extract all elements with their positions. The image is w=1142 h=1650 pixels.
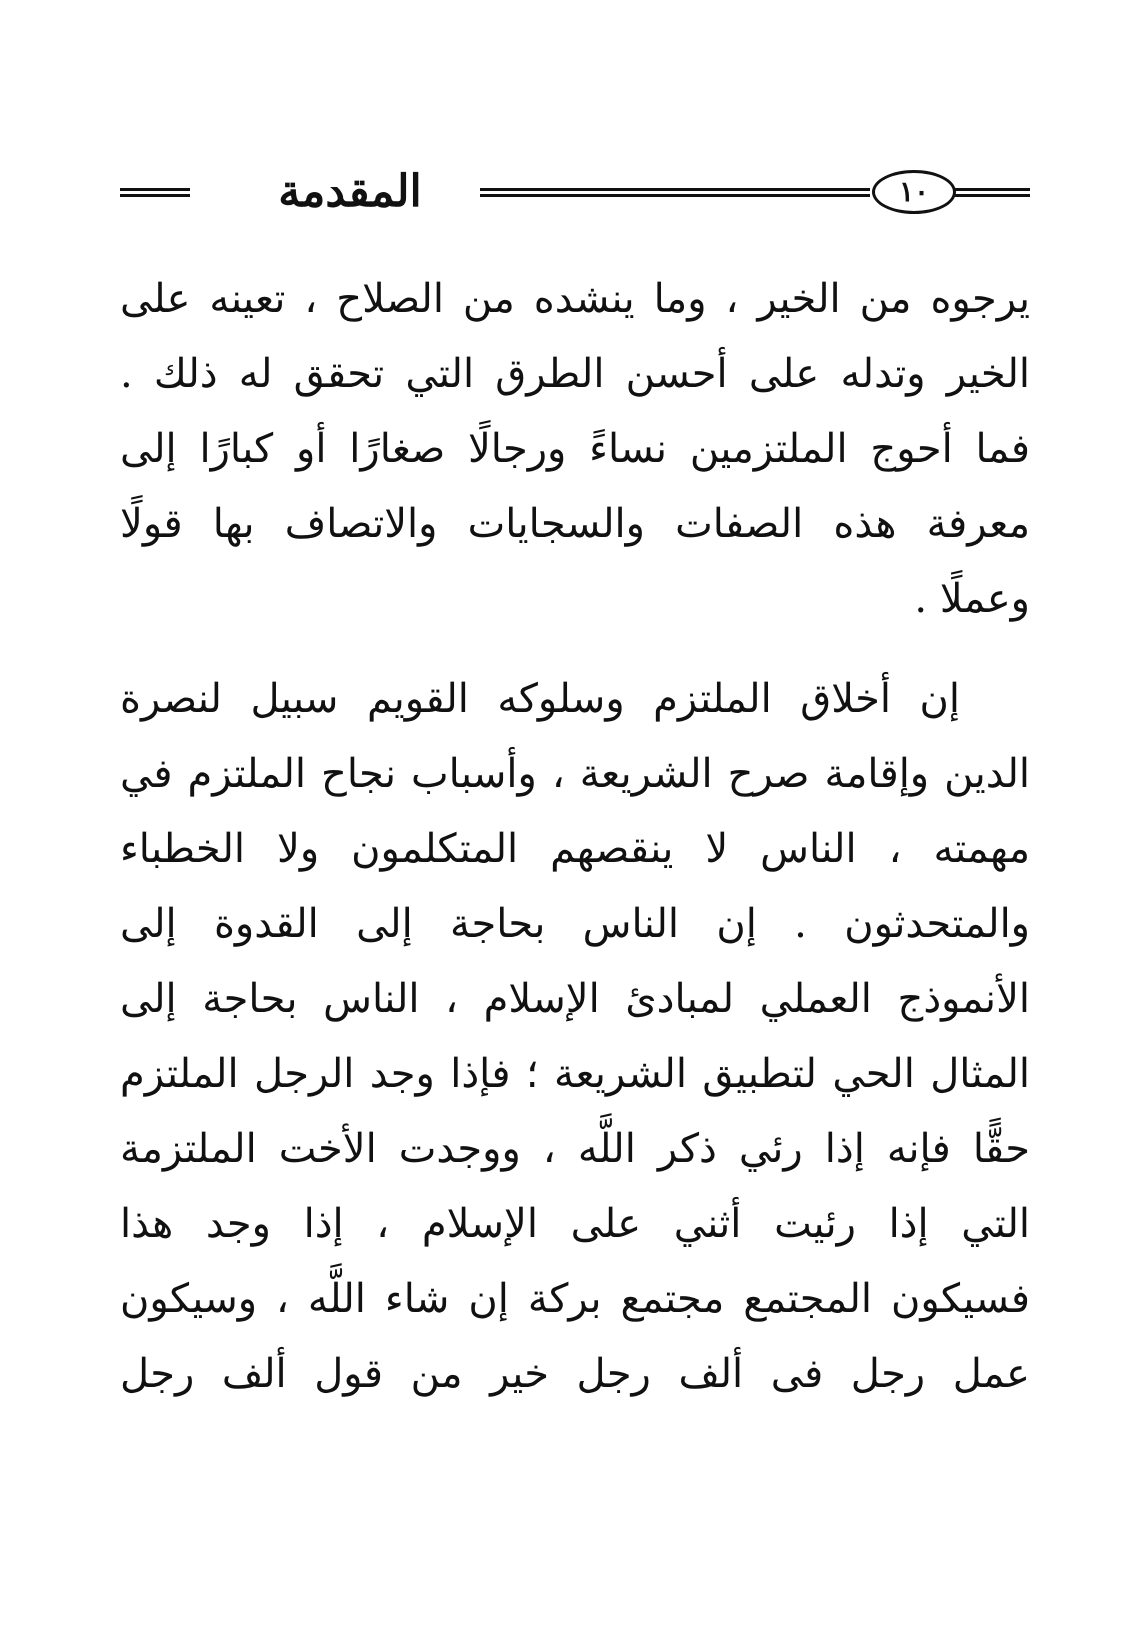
text-line: والمتحدثون . إن الناس بحاجة إلى القدوة إلى [120,901,1030,947]
paragraph-spacer [120,637,1030,662]
text-line: الدين وإقامة صرح الشريعة ، وأسباب نجاح الملتزم في [120,751,1030,797]
header-rule-left [120,188,190,197]
text-line: حقًّا فإنه إذا رئي ذكر اللَّه ، ووجدت الأخت الملتزمة [120,1126,1030,1172]
paragraph-1 [120,262,1030,637]
text-line: وعملًا . [914,576,1030,622]
text-line: فسيكون المجتمع مجتمع بركة إن شاء اللَّه ، وسيكون [120,1276,1030,1322]
header-rule-middle [480,188,870,197]
running-header [120,160,1030,230]
text-line: إن أخلاق الملتزم وسلوكه القويم سبيل لنصرة [120,676,960,722]
text-line: فما أحوج الملتزمين نساءً ورجالًا صغارًا أو كبارًا إلى [120,426,1030,472]
text-line: معرفة هذه الصفات والسجايات والاتصاف بها قولًا [120,501,1030,547]
text-line: يرجوه من الخير ، وما ينشده من الصلاح ، تعينه على [120,276,1030,322]
paragraph-2 [120,662,1030,1412]
text-line: عمل رجل فى ألف رجل خير من قول ألف رجل [120,1351,1030,1397]
chapter-title: المقدمة [278,166,422,217]
text-line: التي إذا رئيت أثني على الإسلام ، إذا وجد هذا [120,1201,1030,1247]
text-line: المثال الحي لتطبيق الشريعة ؛ فإذا وجد الرجل الملتزم [120,1051,1030,1097]
text-line: مهمته ، الناس لا ينقصهم المتكلمون ولا الخطباء [120,826,1030,872]
text-line: الأنموذج العملي لمبادئ الإسلام ، الناس بحاجة إلى [120,976,1030,1022]
text-line: الخير وتدله على أحسن الطرق التي تحقق له ذلك . [120,351,1030,397]
header-rule-right [955,188,1030,197]
body-text [120,262,1030,1412]
page-number: ١٠ [872,170,956,214]
